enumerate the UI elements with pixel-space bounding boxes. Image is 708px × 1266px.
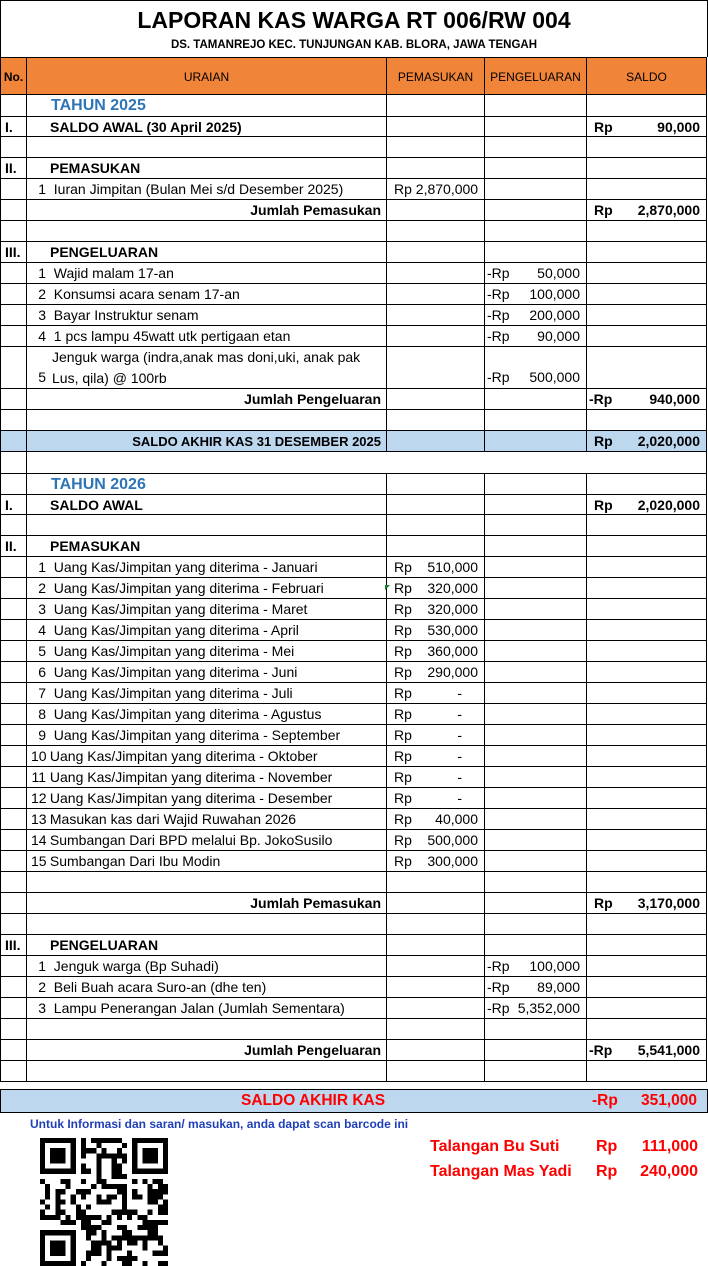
header-pengeluaran: PENGELUARAN — [485, 57, 587, 95]
title-block — [0, 0, 708, 57]
final-balance-value: 351,000 — [640, 1092, 697, 1109]
jumlah-pemasukan-2025-value: Rp 2,870,000 — [587, 200, 707, 221]
jumlah-pemasukan-2026-value: Rp 3,170,000 — [587, 893, 707, 914]
talangan-yadi-value: 240,000 — [640, 1163, 698, 1180]
info-text: Untuk Informasi dan saran/ masukan, anda dapat scan barcode ini — [30, 1117, 409, 1131]
header-uraian: URAIAN — [27, 57, 387, 95]
talangan-yadi-name: Talangan Mas Yadi — [430, 1163, 572, 1180]
pengeluaran-2025-heading: PENGELUARAN — [27, 242, 387, 263]
saldo-awal-2025-label: SALDO AWAL (30 April 2025) — [27, 116, 387, 137]
comment-marker — [385, 585, 390, 590]
saldo-akhir-2025-label: SALDO AKHIR KAS 31 DESEMBER 2025 — [27, 431, 387, 452]
pemasukan-2025-heading: PEMASUKAN — [27, 158, 387, 179]
jumlah-pengeluaran-2026-label: Jumlah Pengeluaran — [27, 1040, 387, 1061]
header-saldo: SALDO — [587, 57, 707, 95]
report-table: No. URAIAN PEMASUKAN PENGELUARAN SALDO TAHUN 2025 I. SALDO AWAL (30 April 2025) Rp 90,000 II. PEMASUKAN 1 Iuran Jimpitan (Bulan Mei s/d Desember 2025) Rp 2,870,000 Jumlah Pemasukan Rp 2,870,000 III. PENGELUARAN 1 Wajid malam 17-an -Rp 50,000 2 Konsumsi acara senam 17-an -Rp 100,000 3 Bayar Instruktur senam -Rp 200,000 4 1 pcs lampu 45watt utk pertigaan etan -Rp 90,000 5 Jenguk warga (indra,anak mas doni,uki, anak pak Lus, qila) @ 100rb -Rp 500,000 Jumlah Pengeluaran -Rp 940,000 SALDO AKHIR KAS 31 DESEMBER 2025 Rp 2,020,000 TAHUN 2026 I. SALDO AWAL Rp 2,020,000 II. PEMASUKAN 1 Uang Kas/Jimpitan yang diterima - Januari Rp 510,000 2 Uang Kas/Jimpitan yang diterima - Februari Rp 320,000 3 Uang Kas/Jimpitan yang diterima - Maret Rp 320,000 4 Uang Kas/Jimpitan yang diterima - April Rp 530,000 5 Uang Kas/Jimpitan yang diterima - Mei Rp 360,000 6 Uang Kas/Jimpitan yang diterima - Juni Rp 290,000 7 Uang Kas/Jimpitan yang diterima - Juli Rp - 8 Uang Kas/Jimpitan yang diterima - Agustus Rp - 9 Uang Kas/Jimpitan yang diterima - September Rp - 10 Uang Kas/Jimpitan yang diterima - Oktober Rp - 11 Uang Kas/Jimpitan yang diterima - November Rp - 12 Uang Kas/Jimpitan yang diterima - Desember Rp - 13 Masukan kas dari Wajid Ruwahan 2026 Rp 40,000 14 Sumbangan Dari BPD melalui Bp. JokoSusilo Rp 500,000 15 Sumbangan Dari Ibu Modin Rp 300,000 Jumlah Pemasukan Rp 3,170,000 III. PENGELUARAN 1 Jenguk warga (Bp Suhadi) -Rp 100,000 2 Beli Buah acara Suro-an (dhe ten) -Rp 89,000 3 Lampu Penerangan Jalan (Jumlah Sementara) -Rp 5,352,000 Jumlah Pengeluaran -Rp 5,541,000 — [0, 57, 708, 1082]
final-balance-bar — [0, 1089, 708, 1113]
jumlah-pengeluaran-2026-value: -Rp 5,541,000 — [587, 1040, 707, 1061]
year-2026-label: TAHUN 2026 — [27, 473, 387, 494]
header-no: No. — [0, 57, 27, 95]
talangan-yadi-currency: Rp — [596, 1163, 618, 1180]
final-balance-prefix: -Rp — [592, 1092, 618, 1109]
talangan-suti-value: 111,000 — [641, 1138, 698, 1155]
header-pemasukan: PEMASUKAN — [387, 57, 485, 95]
report-title: LAPORAN KAS WARGA RT 006/RW 004 — [137, 7, 571, 33]
talangan-suti-name: Talangan Bu Suti — [430, 1138, 560, 1155]
jumlah-pengeluaran-2025-label: Jumlah Pengeluaran — [27, 389, 387, 410]
saldo-awal-2025-value: Rp 90,000 — [587, 116, 707, 137]
report-subtitle: DS. TAMANREJO KEC. TUNJUNGAN KAB. BLORA, JAWA TENGAH — [170, 39, 538, 51]
jumlah-pemasukan-2025-label: Jumlah Pemasukan — [27, 200, 387, 221]
final-balance-label: SALDO AKHIR KAS — [241, 1092, 386, 1109]
income-2025-amount: Rp 2,870,000 — [387, 179, 485, 200]
saldo-awal-2026-label: SALDO AWAL — [27, 494, 387, 515]
pengeluaran-2026-heading: PENGELUARAN — [27, 935, 387, 956]
saldo-akhir-2025-value: Rp 2,020,000 — [587, 431, 707, 452]
year-2025-label: TAHUN 2025 — [27, 95, 387, 116]
jumlah-pengeluaran-2025-value: -Rp 940,000 — [587, 389, 707, 410]
saldo-awal-2026-value: Rp 2,020,000 — [587, 494, 707, 515]
talangan-suti-currency: Rp — [596, 1138, 618, 1155]
qr-code[interactable] — [40, 1138, 168, 1266]
jumlah-pemasukan-2026-label: Jumlah Pemasukan — [27, 893, 387, 914]
pemasukan-2026-heading: PEMASUKAN — [27, 536, 387, 557]
